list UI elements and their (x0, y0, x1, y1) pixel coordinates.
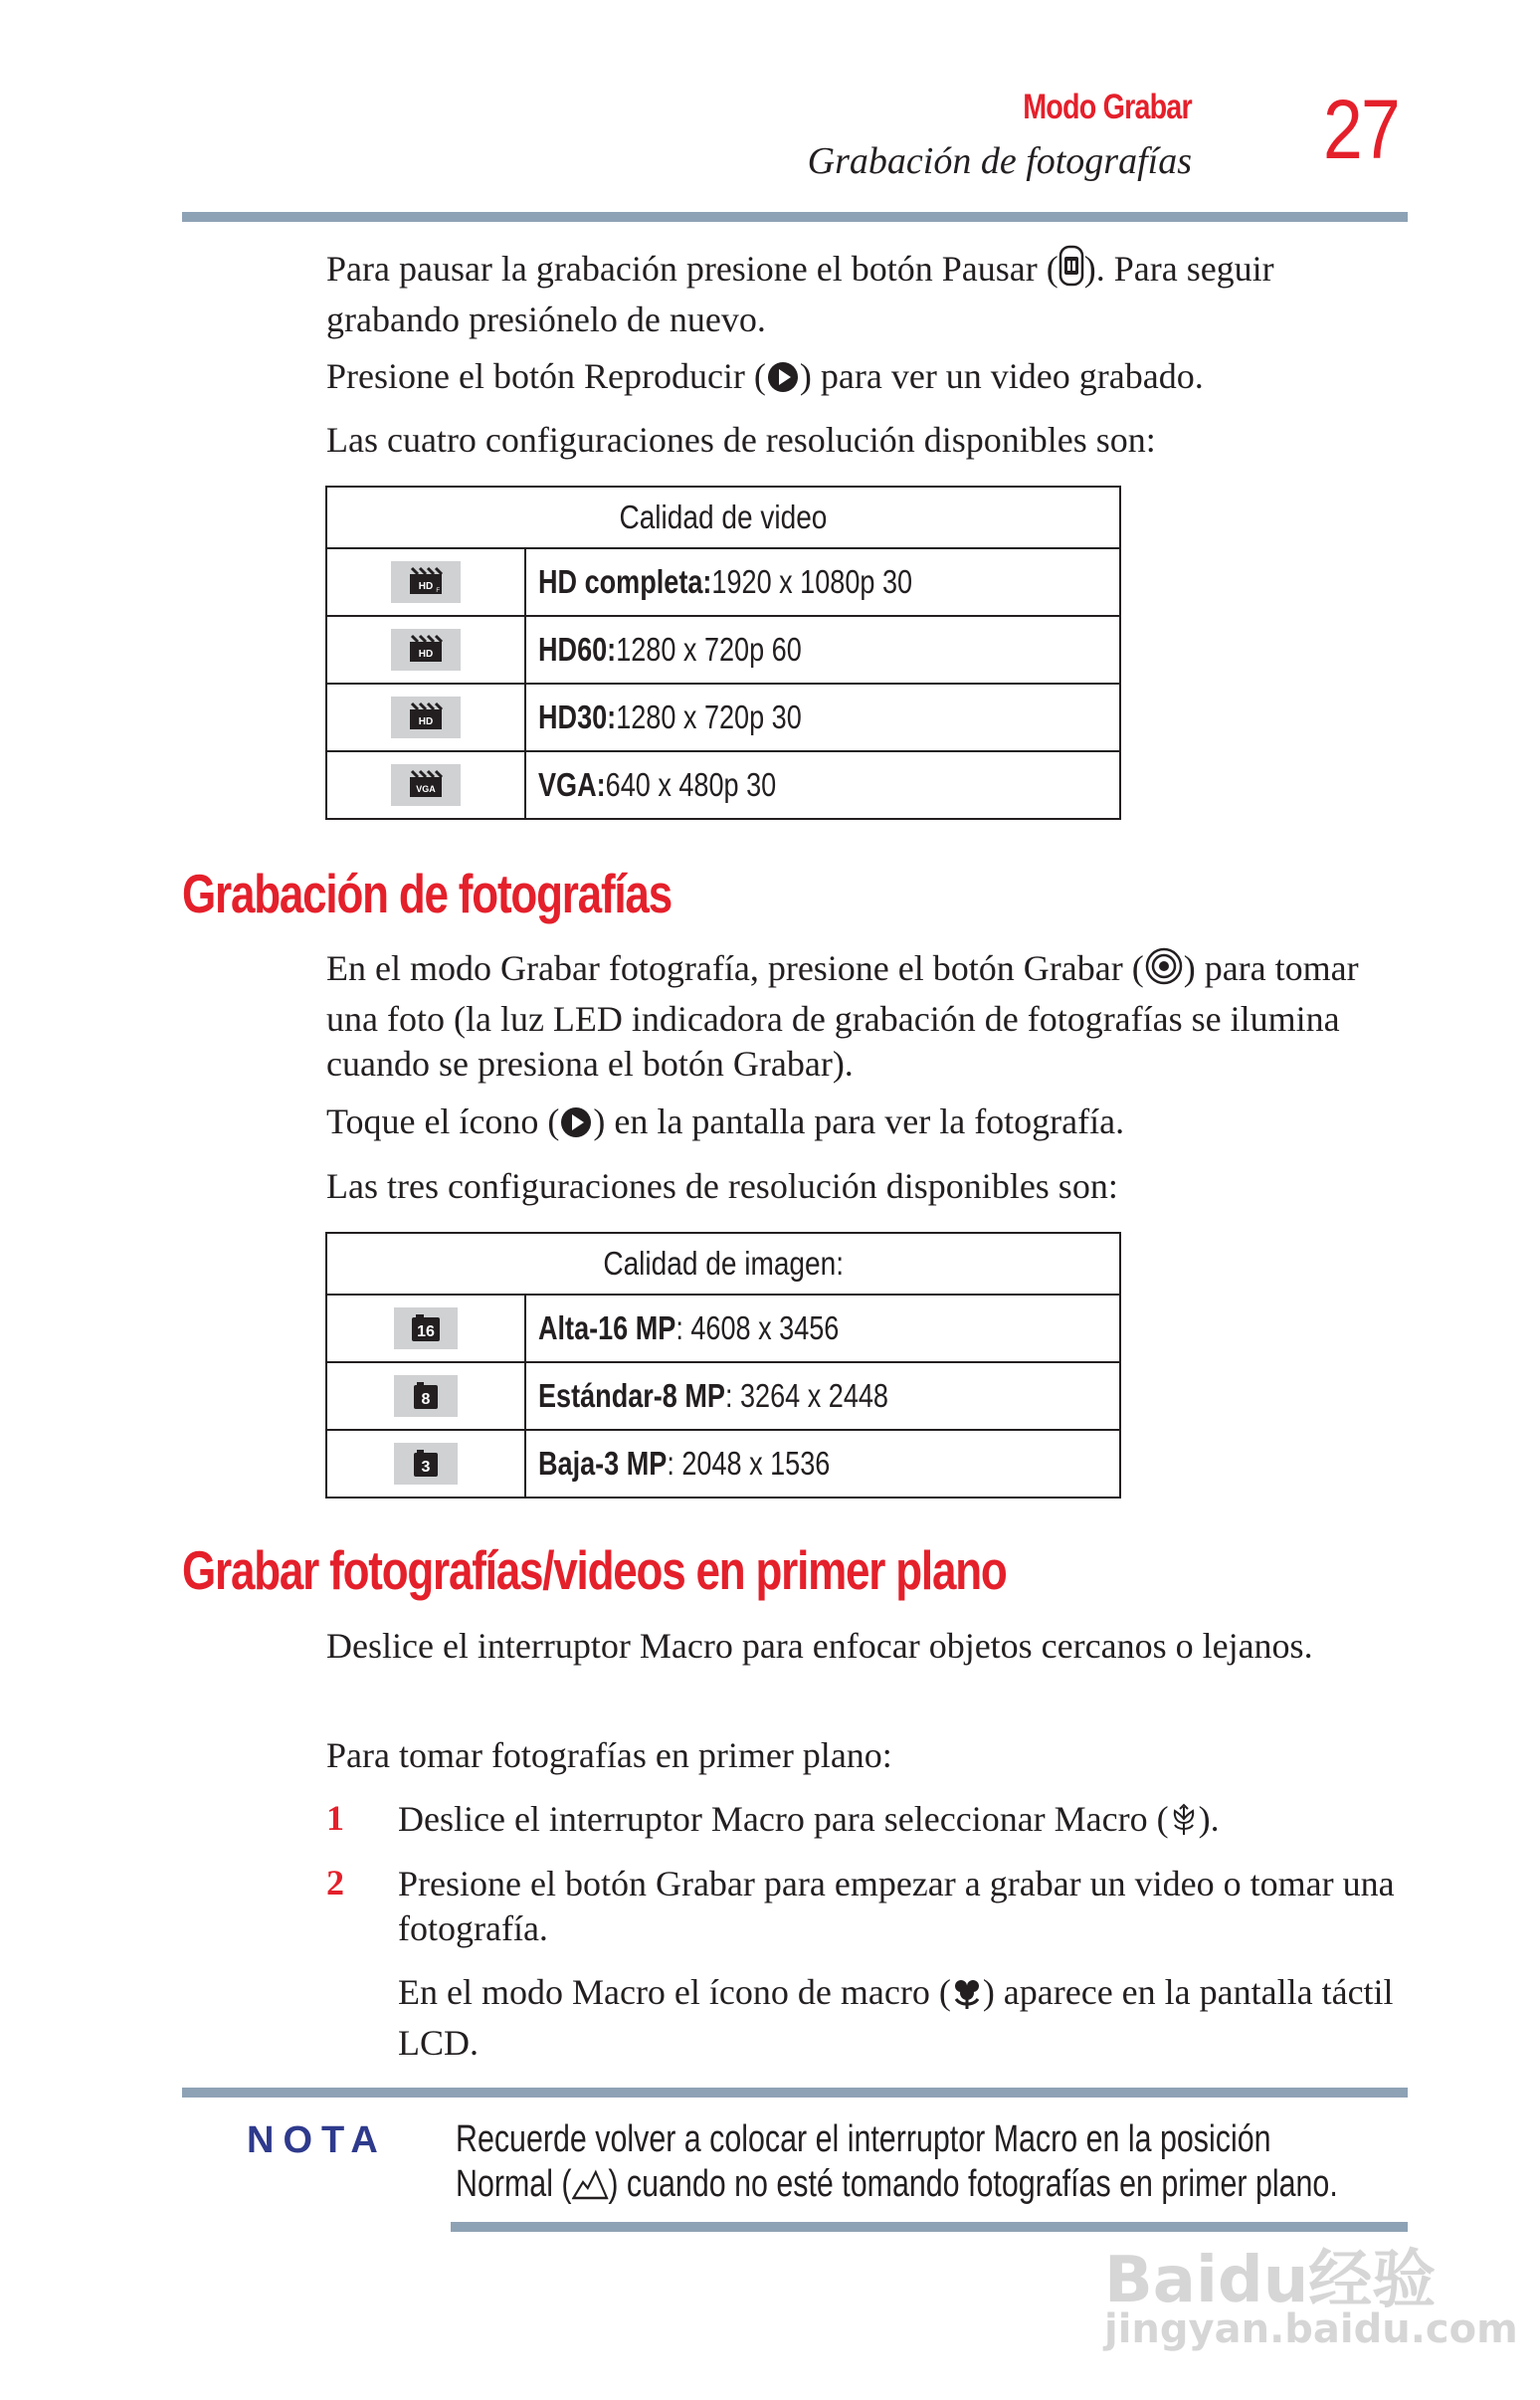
view-photo-paragraph (326, 1100, 1401, 1150)
page-number: 27 (1323, 83, 1400, 176)
row-value: : 3264 x 2448 (724, 1377, 888, 1414)
table-row (326, 616, 1120, 684)
video-resolutions-intro: Las cuatro configuraciones de resolución disponibles son: (326, 420, 1156, 460)
watermark-brand: Baidu经验 (1104, 2244, 1437, 2317)
record-text-a: En el modo Grabar fotografía, presione el botón Grabar ( (326, 948, 1144, 988)
row-label: VGA: (538, 766, 606, 803)
step-number: 2 (326, 1863, 344, 1902)
row-label: HD completa: (538, 563, 712, 600)
hd-film-icon (391, 561, 461, 603)
svg-text:16: 16 (417, 1323, 435, 1340)
row-value: 1280 x 720p 30 (616, 699, 802, 735)
table-row (326, 1362, 1120, 1430)
record-text-b: ) para tomar una foto (la luz LED indicadora de grabación de fotografías se ilumina cuando se presiona el botón Grabar). (326, 948, 1359, 1084)
row-label: Estándar-8 MP (538, 1377, 725, 1414)
row-label: HD60: (538, 631, 617, 668)
macro-filled-flower-icon (951, 1976, 983, 2021)
step-number: 1 (326, 1798, 344, 1838)
watermark-url: jingyan.baidu.com (1104, 2306, 1518, 2352)
row-value: 1920 x 1080p 30 (711, 563, 913, 600)
hd30-film-icon (391, 697, 461, 738)
video-quality-table (325, 486, 1121, 820)
play-text-a: Presione el botón Reproducir ( (326, 356, 766, 396)
row-value: 640 x 480p 30 (605, 766, 777, 803)
record-button-icon (1144, 946, 1184, 997)
macro-section-heading: Grabar fotografías/videos en primer plano (182, 1539, 1007, 1601)
svg-text:8: 8 (421, 1391, 431, 1408)
macro-intro-paragraph: Deslice el interruptor Macro para enfocar objetos cercanos o lejanos. (326, 1626, 1313, 1666)
pause-paragraph (326, 245, 1401, 342)
table-row (326, 1430, 1120, 1498)
svg-text:HD: HD (418, 649, 434, 660)
video-table-header: Calidad de video (326, 487, 1120, 548)
resolution-3mp-icon (394, 1443, 458, 1485)
play-paragraph (326, 354, 1401, 405)
step-2-text: Presione el botón Grabar para empezar a grabar un video o tomar una fotografía. (398, 1864, 1395, 1948)
row-value: : 2048 x 1536 (667, 1445, 831, 1482)
header-rule (182, 212, 1408, 222)
play-icon (559, 1105, 593, 1150)
note-text: Recuerde volver a colocar el interruptor Macro en la posición Normal ( ) cuando no esté tomando fotografías en primer plano. (456, 2117, 1347, 2213)
hd60-film-icon (391, 629, 461, 671)
note-top-rule (182, 2088, 1408, 2098)
view-text-a: Toque el ícono ( (326, 1101, 560, 1141)
pause-button-icon (1059, 245, 1084, 298)
image-quality-table (325, 1232, 1121, 1499)
macro-steps-intro: Para tomar fotografías en primer plano: (326, 1735, 892, 1775)
macro-lcd-paragraph: En el modo Macro el ícono de macro ( ) aparece en la pantalla táctil LCD. (398, 1972, 1394, 2063)
row-value: : 4608 x 3456 (675, 1309, 840, 1346)
svg-text:3: 3 (421, 1459, 431, 1476)
table-row (326, 1295, 1120, 1362)
svg-text:VGA: VGA (416, 784, 436, 794)
row-value: 1280 x 720p 60 (616, 631, 802, 668)
table-row (326, 548, 1120, 616)
row-label: HD30: (538, 699, 617, 735)
photo-section-heading: Grabación de fotografías (182, 863, 672, 924)
row-label: Alta-16 MP (538, 1309, 676, 1346)
svg-text:F: F (436, 588, 440, 594)
note-label: NOTA (247, 2119, 387, 2161)
header-section-title: Modo Grabar (1023, 88, 1192, 126)
play-text-b: ) para ver un video grabado. (799, 356, 1204, 396)
photo-record-paragraph (326, 946, 1401, 1087)
mountain-normal-icon (572, 2168, 609, 2213)
table-row (326, 751, 1120, 819)
row-label: Baja-3 MP (538, 1445, 668, 1482)
macro-outline-flower-icon (1169, 1803, 1199, 1848)
vga-film-icon (391, 764, 461, 806)
header-subsection-title: Grabación de fotografías (807, 140, 1192, 182)
pause-text-b: ). Para seguir grabando presiónelo de nuevo. (326, 249, 1274, 339)
view-text-b: ) en la pantalla para ver la fotografía. (593, 1101, 1125, 1141)
photo-resolutions-intro: Las tres configuraciones de resolución disponibles son: (326, 1166, 1118, 1206)
pause-text-a: Para pausar la grabación presione el botón Pausar ( (326, 249, 1059, 289)
image-table-header: Calidad de imagen: (326, 1233, 1120, 1295)
resolution-16mp-icon (394, 1307, 458, 1349)
resolution-8mp-icon (394, 1375, 458, 1417)
table-row (326, 684, 1120, 751)
step-1-text: Deslice el interruptor Macro para seleccionar Macro ( ). (398, 1797, 1403, 1848)
svg-text:HD: HD (418, 716, 434, 727)
play-button-icon (766, 360, 800, 405)
svg-text:HD: HD (418, 581, 434, 592)
